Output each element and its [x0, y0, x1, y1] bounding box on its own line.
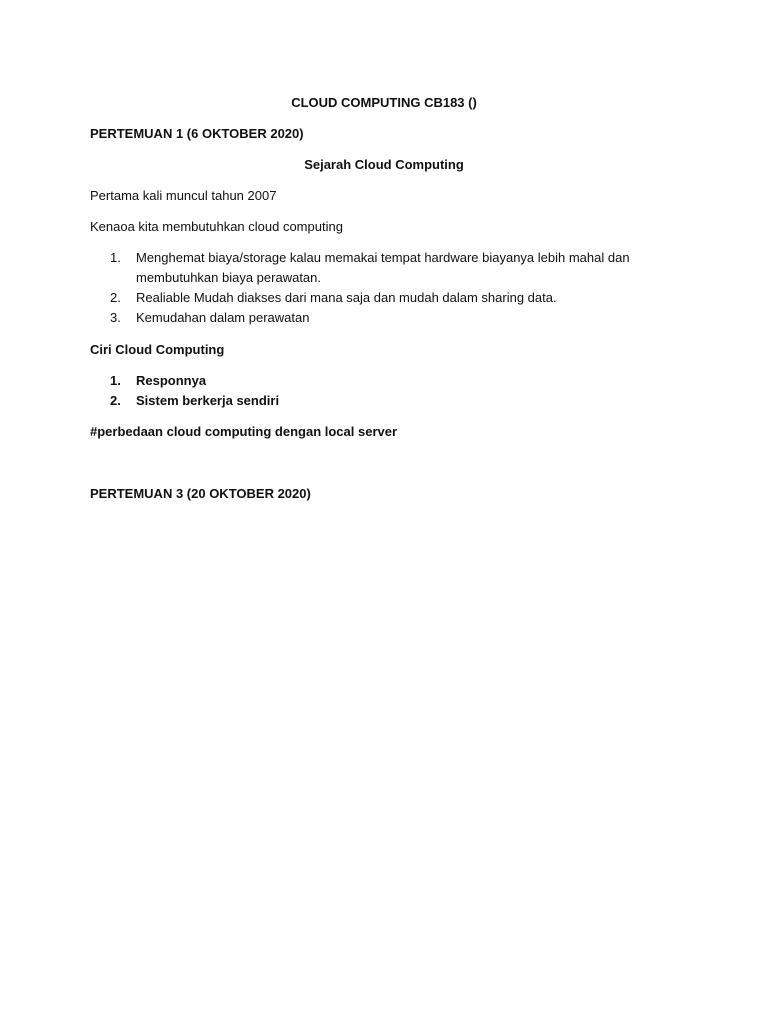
- meeting-3-heading: PERTEMUAN 3 (20 OKTOBER 2020): [90, 486, 311, 501]
- ciri-list: [110, 371, 690, 411]
- list-number: 3.: [110, 310, 121, 325]
- list-item-text: Realiable Mudah diakses dari mana saja dan mudah dalam sharing data.: [136, 290, 557, 305]
- list-item-text: Menghemat biaya/storage kalau memakai tempat hardware biayanya lebih mahal dan membutuhkan biaya perawatan.: [136, 250, 630, 285]
- list-number: 1.: [110, 250, 121, 265]
- list-item-text: Responnya: [136, 373, 207, 388]
- list-item-text: Kemudahan dalam perawatan: [136, 310, 310, 325]
- paragraph-why-needed: Kenaoa kita membutuhkan cloud computing: [90, 219, 343, 234]
- ciri-heading: Ciri Cloud Computing: [90, 342, 225, 357]
- list-number: 2.: [110, 393, 121, 408]
- section-subtitle: Sejarah Cloud Computing: [304, 157, 464, 172]
- list-number: 1.: [110, 373, 121, 388]
- paragraph-first-appeared: Pertama kali muncul tahun 2007: [90, 188, 277, 203]
- list-item: [110, 371, 690, 391]
- list-number: 2.: [110, 290, 121, 305]
- document-title: CLOUD COMPUTING CB183 (): [291, 95, 477, 110]
- list-item: [110, 308, 690, 328]
- meeting-1-heading: PERTEMUAN 1 (6 OKTOBER 2020): [90, 126, 304, 141]
- list-item: [110, 248, 690, 288]
- list-item: [110, 288, 690, 308]
- difference-note: #perbedaan cloud computing dengan local server: [90, 424, 398, 439]
- list-item: [110, 391, 690, 411]
- reasons-list: [110, 248, 690, 328]
- list-item-text: Sistem berkerja sendiri: [136, 393, 280, 408]
